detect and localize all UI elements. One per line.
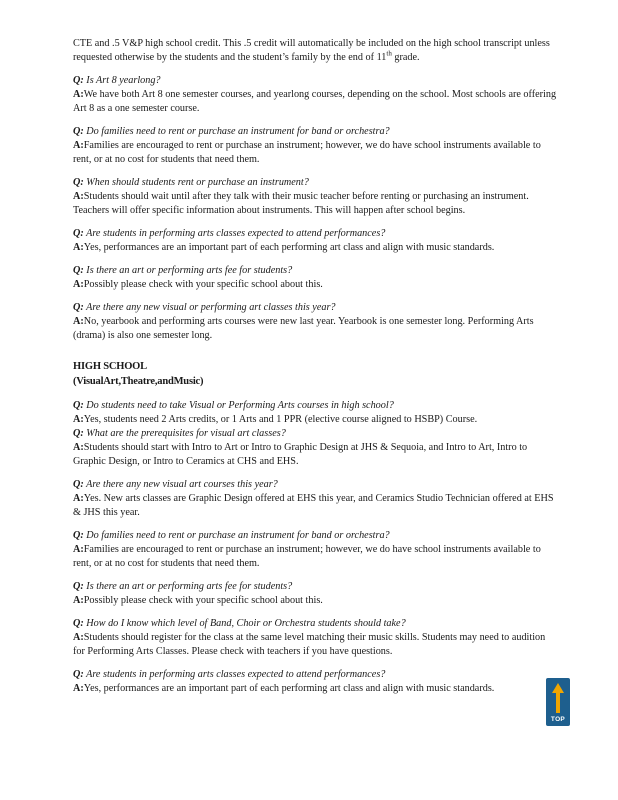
question-text: Is Art 8 yearlong? <box>86 75 161 86</box>
answer-text: Students should register for the class at the same level matching their music skills. Students may need to audition for Performing Arts Classes. Please check with teachers if you have questions. <box>73 632 546 657</box>
faq-answer <box>73 315 558 343</box>
question-text: Are students in performing arts classes expected to attend performances? <box>86 228 386 239</box>
answer-label: A: <box>73 442 84 453</box>
faq-question <box>73 617 558 631</box>
question-label: Q: <box>73 302 84 313</box>
question-label: Q: <box>73 669 84 680</box>
answer-label: A: <box>73 89 84 100</box>
high-school-subheading: (VisualArt,Theatre,andMusic) <box>73 376 204 387</box>
faq-question <box>73 227 558 241</box>
faq-item <box>73 580 558 608</box>
up-arrow-icon <box>550 682 566 714</box>
question-text: Are there any new visual art courses this year? <box>86 479 278 490</box>
faq-answer <box>73 190 558 218</box>
faq-item <box>73 668 558 696</box>
faq-item <box>73 427 558 469</box>
answer-text: Yes, performances are an important part of each performing art class and align with music standards. <box>83 683 495 694</box>
answer-label: A: <box>73 632 84 643</box>
faq-answer <box>73 682 558 696</box>
top-label: TOP <box>550 716 566 723</box>
intro-superscript: th <box>386 49 392 58</box>
question-label: Q: <box>73 265 84 276</box>
faq-question <box>73 580 558 594</box>
question-label: Q: <box>73 428 84 439</box>
document-page <box>73 37 558 705</box>
faq-item <box>73 399 558 427</box>
answer-label: A: <box>73 544 84 555</box>
question-label: Q: <box>73 618 84 629</box>
faq-question <box>73 668 558 682</box>
question-label: Q: <box>73 228 84 239</box>
answer-text: Yes. New arts classes are Graphic Design offered at EHS this year, and Ceramics Studio Technician offered at EHS & JHS this year. <box>73 493 554 518</box>
question-label: Q: <box>73 75 84 86</box>
answer-label: A: <box>73 595 84 606</box>
faq-answer <box>73 139 558 167</box>
faq-question <box>73 176 558 190</box>
faq-question <box>73 399 558 413</box>
faq-item <box>73 125 558 167</box>
faq-answer <box>73 631 558 659</box>
faq-answer <box>73 492 558 520</box>
answer-text: Families are encouraged to rent or purchase an instrument; however, we do have school instruments available to rent, or at no cost for students that need them. <box>73 140 541 165</box>
faq-answer <box>73 413 558 427</box>
answer-text: We have both Art 8 one semester courses, and yearlong courses, depending on the school. Most schools are offering Art 8 as a one semester course. <box>73 89 557 114</box>
answer-text: Students should start with Intro to Art or Intro to Graphic Design at JHS & Sequoia, and Intro to Art, Intro to Graphic Design, or Intro to Ceramics at CHS and EHS. <box>73 442 528 467</box>
faq-item <box>73 301 558 343</box>
answer-text: Families are encouraged to rent or purchase an instrument; however, we do have school instruments available to rent, or at no cost for students that need them. <box>73 544 541 569</box>
question-text: Do students need to take Visual or Performing Arts courses in high school? <box>86 400 394 411</box>
faq-question <box>73 478 558 492</box>
faq-item <box>73 264 558 292</box>
answer-text: Possibly please check with your specific school about this. <box>83 595 323 606</box>
faq-answer <box>73 543 558 571</box>
faq-question <box>73 125 558 139</box>
question-label: Q: <box>73 530 84 541</box>
faq-item <box>73 529 558 571</box>
question-label: Q: <box>73 400 84 411</box>
faq-answer <box>73 241 558 255</box>
faq-question <box>73 264 558 278</box>
faq-question <box>73 529 558 543</box>
answer-label: A: <box>73 242 84 253</box>
answer-text: No, yearbook and performing arts courses were new last year. Yearbook is one semester long. Performing Arts (drama) is also one semester long. <box>73 316 534 341</box>
faq-answer <box>73 278 558 292</box>
faq-answer <box>73 594 558 608</box>
faq-item <box>73 74 558 116</box>
answer-text: Yes, students need 2 Arts credits, or 1 Arts and 1 PPR (elective course aligned to HSBP) Course. <box>83 414 478 425</box>
high-school-faq <box>73 399 558 696</box>
answer-text: Yes, performances are an important part of each performing art class and align with music standards. <box>83 242 495 253</box>
faq-answer <box>73 88 558 116</box>
intro-paragraph <box>73 37 558 65</box>
answer-label: A: <box>73 140 84 151</box>
question-label: Q: <box>73 177 84 188</box>
answer-label: A: <box>73 493 84 504</box>
middle-school-faq <box>73 74 558 343</box>
question-text: Is there an art or performing arts fee for students? <box>86 265 293 276</box>
faq-answer <box>73 441 558 469</box>
answer-label: A: <box>73 191 84 202</box>
answer-text: Possibly please check with your specific school about this. <box>83 279 323 290</box>
question-text: How do I know which level of Band, Choir or Orchestra students should take? <box>86 618 406 629</box>
question-text: Do families need to rent or purchase an instrument for band or orchestra? <box>86 126 390 137</box>
question-text: Do families need to rent or purchase an instrument for band or orchestra? <box>86 530 390 541</box>
question-label: Q: <box>73 581 84 592</box>
faq-question <box>73 301 558 315</box>
intro-text: CTE and .5 V&P high school credit. This .5 credit will automatically be included on the high school transcript unless requested otherwise by the students and the student’s family by the end of 11 <box>73 38 550 63</box>
intro-end: grade. <box>391 52 420 63</box>
back-to-top-button[interactable] <box>546 678 570 726</box>
question-label: Q: <box>73 479 84 490</box>
question-label: Q: <box>73 126 84 137</box>
faq-item <box>73 227 558 255</box>
answer-label: A: <box>73 683 84 694</box>
faq-item <box>73 176 558 218</box>
answer-label: A: <box>73 316 84 327</box>
high-school-heading: HIGH SCHOOL <box>73 361 147 372</box>
question-text: What are the prerequisites for visual art classes? <box>86 428 286 439</box>
faq-question <box>73 427 558 441</box>
faq-item <box>73 617 558 659</box>
question-text: When should students rent or purchase an instrument? <box>86 177 309 188</box>
answer-label: A: <box>73 414 84 425</box>
question-text: Are there any new visual or performing art classes this year? <box>86 302 336 313</box>
answer-text: Students should wait until after they talk with their music teacher before renting or purchasing an instrument. Teachers will offer specific information about instruments. This will happen after school begins. <box>73 191 529 216</box>
faq-item <box>73 478 558 520</box>
question-text: Are students in performing arts classes expected to attend performances? <box>86 669 386 680</box>
question-text: Is there an art or performing arts fee for students? <box>86 581 293 592</box>
answer-label: A: <box>73 279 84 290</box>
faq-question <box>73 74 558 88</box>
